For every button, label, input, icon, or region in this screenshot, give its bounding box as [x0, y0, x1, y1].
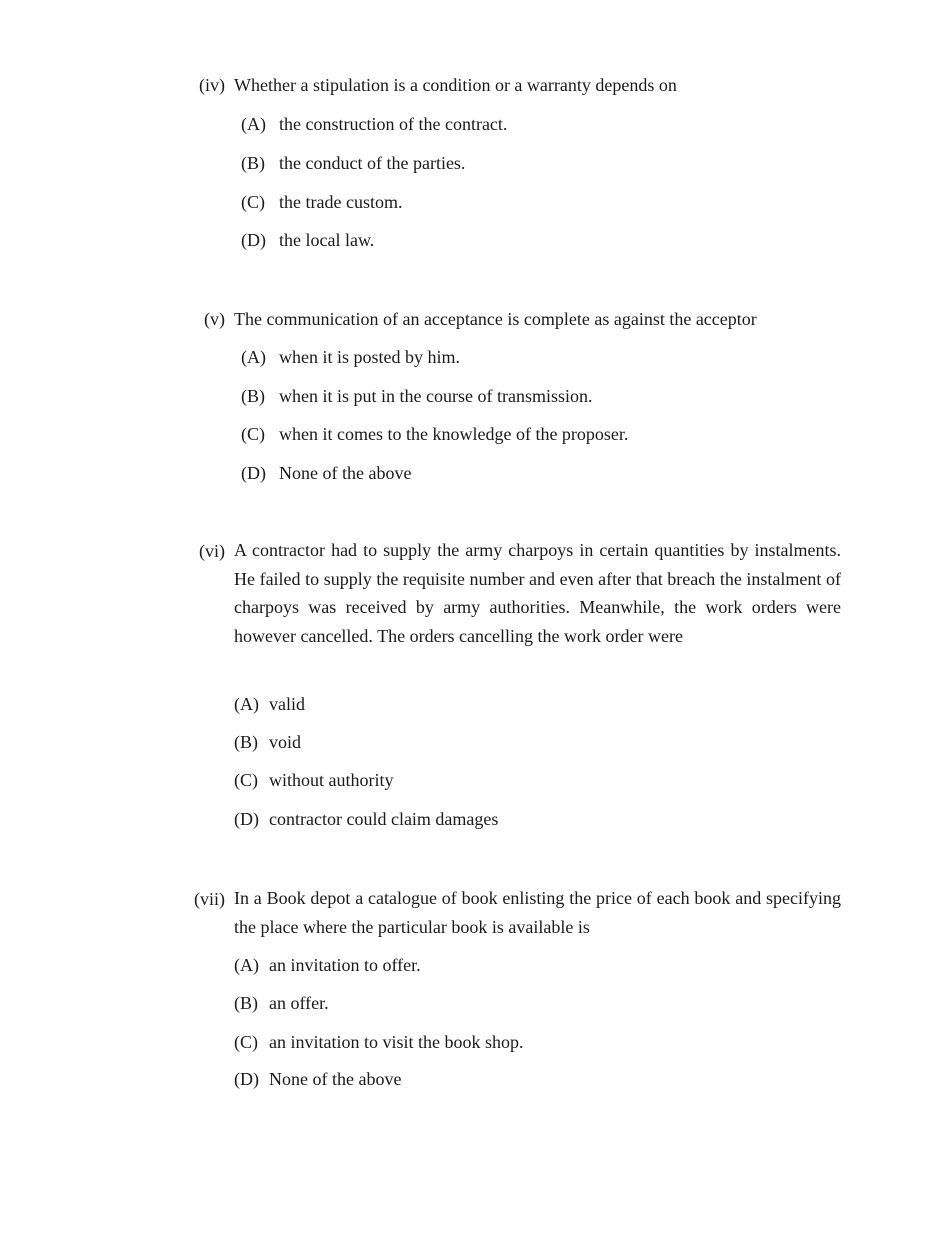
option-text: the conduct of the parties. [279, 153, 466, 173]
option-c [241, 192, 402, 213]
option-text: when it comes to the knowledge of the proposer. [279, 424, 629, 444]
option-text: None of the above [269, 1069, 402, 1089]
question-text: In a Book depot a catalogue of book enlisting the price of each book and specifying the place where the particular book is available is [234, 888, 841, 937]
option-text: contractor could claim damages [269, 809, 499, 829]
option-d [234, 809, 498, 830]
option-label: (A) [241, 347, 266, 367]
option-label: (D) [234, 809, 259, 829]
option-c [234, 770, 394, 791]
option-d [241, 463, 411, 484]
option-label: (C) [241, 192, 265, 212]
option-label: (D) [234, 1069, 259, 1089]
question-text: A contractor had to supply the army charpoys in certain quantities by instalments. He failed to supply the requisite number and even after that breach the instalment of charpoys was received by army authorities. Meanwhile, the work orders were however cancelled. The orders cancelling the work order were [234, 540, 841, 646]
option-b [241, 153, 465, 174]
option-text: when it is put in the course of transmission. [279, 386, 593, 406]
option-text: void [269, 732, 302, 752]
option-text: the trade custom. [279, 192, 403, 212]
question-text: Whether a stipulation is a condition or a warranty depends on [234, 75, 677, 95]
option-label: (B) [241, 153, 265, 173]
option-label: (D) [241, 463, 266, 483]
option-a [241, 114, 507, 135]
option-label: (B) [241, 386, 265, 406]
option-a [241, 347, 460, 368]
option-b [234, 993, 329, 1014]
option-label: (A) [234, 694, 259, 714]
option-a [234, 694, 305, 715]
option-label: (B) [234, 993, 258, 1013]
option-b [234, 732, 301, 753]
option-text: an invitation to visit the book shop. [269, 1032, 524, 1052]
question-number: (v) [204, 309, 225, 329]
option-text: without authority [269, 770, 394, 790]
option-text: an offer. [269, 993, 329, 1013]
option-a [234, 955, 421, 976]
option-label: (A) [234, 955, 259, 975]
question-text: The communication of an acceptance is complete as against the acceptor [234, 309, 757, 329]
option-label: (D) [241, 230, 266, 250]
option-text: valid [269, 694, 305, 714]
option-text: the local law. [279, 230, 375, 250]
question-number: (iv) [199, 75, 225, 95]
option-text: an invitation to offer. [269, 955, 421, 975]
option-b [241, 386, 592, 407]
option-label: (B) [234, 732, 258, 752]
question-number: (vi) [199, 541, 225, 561]
option-text: None of the above [279, 463, 412, 483]
option-label: (C) [241, 424, 265, 444]
option-text: the construction of the contract. [279, 114, 508, 134]
option-c [241, 424, 628, 445]
option-label: (C) [234, 1032, 258, 1052]
option-label: (A) [241, 114, 266, 134]
option-text: when it is posted by him. [279, 347, 460, 367]
option-d [241, 230, 374, 251]
option-label: (C) [234, 770, 258, 790]
option-c [234, 1032, 524, 1053]
question-number: (vii) [194, 889, 225, 909]
option-d [234, 1069, 401, 1090]
